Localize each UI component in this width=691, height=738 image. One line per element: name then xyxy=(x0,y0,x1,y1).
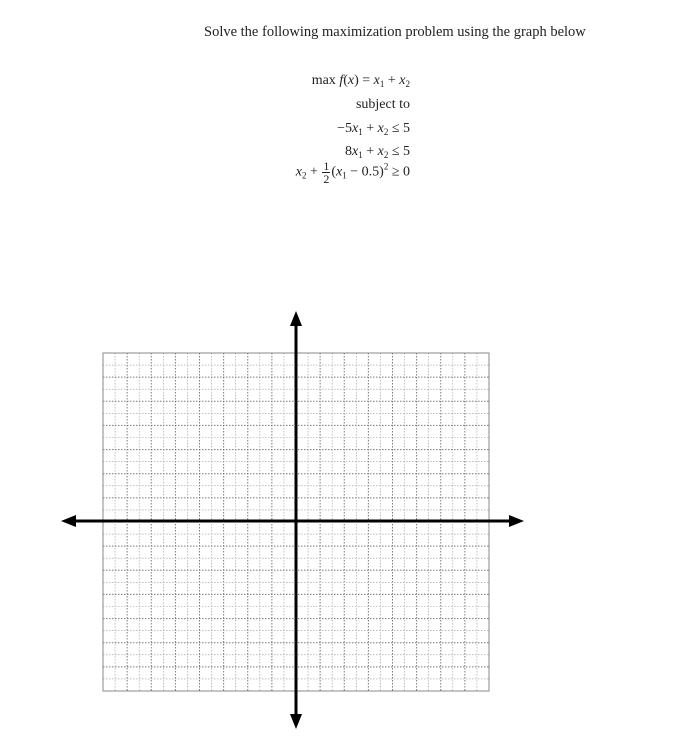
objective-prefix: max xyxy=(311,73,340,88)
constraint-2: $8x_1 + x_2 \le 5$ xyxy=(344,144,410,160)
subject-to-label: subject to xyxy=(355,97,410,112)
one-half-fraction: $\frac{1}{2}$ xyxy=(323,159,330,186)
graph-axes xyxy=(61,311,524,729)
constraint-1-rhs: 5 xyxy=(403,121,410,136)
x-axis-right-arrow-icon xyxy=(509,515,524,527)
constraint-3: $x_2$ + $\frac{1}{2}$ $(x_1 - 0.5)^2 \ge 0$ xyxy=(295,159,410,186)
constraint-2-coef: 8 xyxy=(344,144,352,159)
constraint-1-coef: −5 xyxy=(337,121,352,136)
constraint-3-shift: 0.5 xyxy=(361,164,380,180)
constraint-1: $-5x_1 + x_2 \le 5$ xyxy=(337,121,410,137)
x-axis-left-arrow-icon xyxy=(61,515,76,527)
constraint-2-rhs: 5 xyxy=(403,144,410,159)
y-axis-up-arrow-icon xyxy=(290,311,302,326)
instruction-text: Solve the following maximization problem using the graph below xyxy=(204,24,586,40)
objective-function: $\max f(x) = x_1 + x_2$ xyxy=(311,73,410,89)
constraint-3-rhs: 0 xyxy=(403,164,410,180)
y-axis-down-arrow-icon xyxy=(290,714,302,729)
